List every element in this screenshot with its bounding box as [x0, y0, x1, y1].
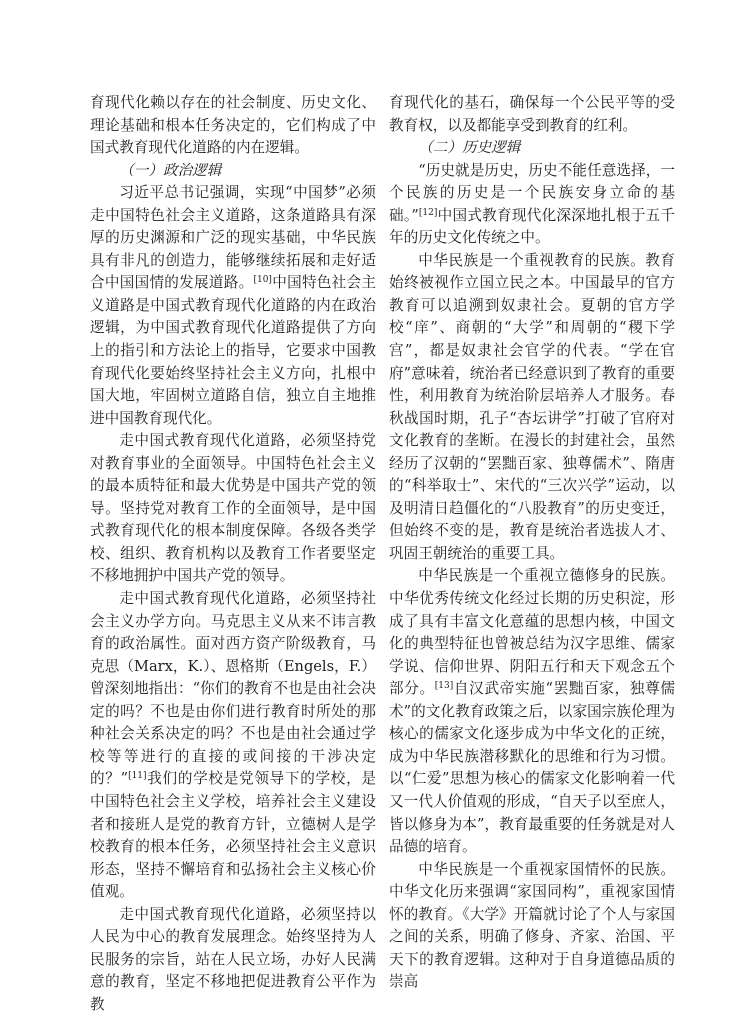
paragraph: 走中国式教育现代化道路，必须坚持以人民为中心的教育发展理念。始终坚持为人民服务的宗旨，站在人民立场，办好人民满意的教育，坚定不移地把促进教育公平作为教	[90, 905, 376, 1013]
paragraph-text: 走中国式教育现代化道路，必须坚持社会主义办学方向。马克思主义从来不讳言教育的政治属性。面对西方资产阶级教育，马克思（Marx，K.）、恩格斯（Engels，F.）曾深刻地指出：“你们的教育不也是由社会决定的吗？不也是由你们进行教育时所处的那种社会关系决定的吗？不也是由社会通过学校等等进行的直接的或间接的干涉决定的？”	[90, 590, 376, 788]
section-heading-political-logic: （一）政治逻辑	[119, 161, 222, 179]
paragraph-text: 自汉武帝实施“罢黜百家，独尊儒术”的文化教育政策之后，以家国宗族伦理为核心的儒家文化逐步成为中华文化的正统，成为中华民族潜移默化的思维和行为习惯。以“仁爱”思想为核心的儒家文化影响着一代又一代人价值观的形成，“自天子以至庶人，皆以修身为本”，教育最重要的任务就是对人品德的培育。	[389, 680, 675, 856]
paragraph-text: 中华民族是一个重视立德修身的民族。中华优秀传统文化经过长期的历史积淀，形成了具有丰富文化意蕴的思想内核，中国文化的典型特征也曾被总结为汉字思维、儒家学说、信仰世界、阴阳五行和天下观念五个部分。	[389, 567, 675, 698]
paragraph	[389, 565, 675, 858]
citation-ref: [11]	[128, 771, 147, 782]
paragraph-text: 我们的学校是党领导下的学校，是中国特色社会主义学校，培养社会主义建设者和接班人是党的教育方针，立德树人是学校教育的根本任务，必须坚持社会主义意识形态，坚持不懈培育和弘扬社会主义核心价值观。	[90, 770, 376, 901]
paragraph	[90, 588, 376, 904]
right-column	[389, 92, 675, 994]
paragraph	[90, 182, 376, 430]
paragraph: 中华民族是一个重视家国情怀的民族。中华文化历来强调“家国同构”，重视家国情怀的教育。《大学》开篇就讨论了个人与家国之间的关系，明确了修身、齐家、治国、平天下的教育逻辑。这种对于自身道德品质的崇高	[389, 860, 675, 991]
paragraph	[389, 160, 675, 250]
left-column	[90, 92, 376, 1016]
paragraph: 育现代化的基石，确保每一个公民平等的受教育权，以及都能享受到教育的红利。	[389, 94, 675, 134]
paragraph: 中华民族是一个重视教育的民族。教育始终被视作立国立民之本。中国最早的官方教育可以追溯到奴隶社会。夏朝的官方学校“庠”、商朝的“大学”和周朝的“稷下学宫”，都是奴隶社会官学的代表。“学在官府”意味着，统治者已经意识到了教育的重要性，利用教育为统治阶层培养人才服务。春秋战国时期，孔子“杏坛讲学”打破了官府对文化教育的垄断。在漫长的封建社会，虽然经历了汉朝的“罢黜百家、独尊儒术”、隋唐的“科举取士”、宋代的“三次兴学”运动，以及明清日趋僵化的“八股教育”的历史变迁，但始终不变的是，教育是统治者选拔人才、巩固王朝统治的重要工具。	[389, 251, 675, 562]
paragraph-text: 中国特色社会主义道路是中国式教育现代化道路的内在政治逻辑，为中国式教育现代化道路提供了方向上的指引和方法论上的指导，它要求中国教育现代化要始终坚持社会主义方向，扎根中国大地，牢固树立道路自信，独立自主地推进中国教育现代化。	[90, 274, 376, 427]
section-heading-historical-logic: （二）历史逻辑	[418, 139, 521, 157]
citation-ref: [12]	[418, 207, 438, 218]
paragraph-text: 习近平总书记强调，实现“中国梦”必须走中国特色社会主义道路，这条道路具有深厚的历史渊源和广泛的现实基础，中华民族具有非凡的创造力，能够继续拓展和走好适合中国国情的发展道路。	[90, 184, 376, 292]
paragraph: 走中国式教育现代化道路，必须坚持党对教育事业的全面领导。中国特色社会主义的最本质特征和最大优势是中国共产党的领导。坚持党对教育工作的全面领导，是中国式教育现代化的根本制度保障。各级各类学校、组织、教育机构以及教育工作者要坚定不移地拥护中国共产党的领导。	[90, 432, 376, 585]
citation-ref: [13]	[434, 681, 454, 692]
citation-ref: [10]	[253, 275, 272, 286]
paragraph-text: 中国式教育现代化深深地扎根于五千年的历史文化传统之中。	[389, 206, 675, 247]
paragraph: 育现代化赖以存在的社会制度、历史文化、理论基础和根本任务决定的，它们构成了中国式教育现代化道路的内在逻辑。	[90, 94, 376, 157]
paragraph-text: “历史就是历史，历史不能任意选择，一个民族的历史是一个民族安身立命的基础。”	[389, 161, 675, 224]
